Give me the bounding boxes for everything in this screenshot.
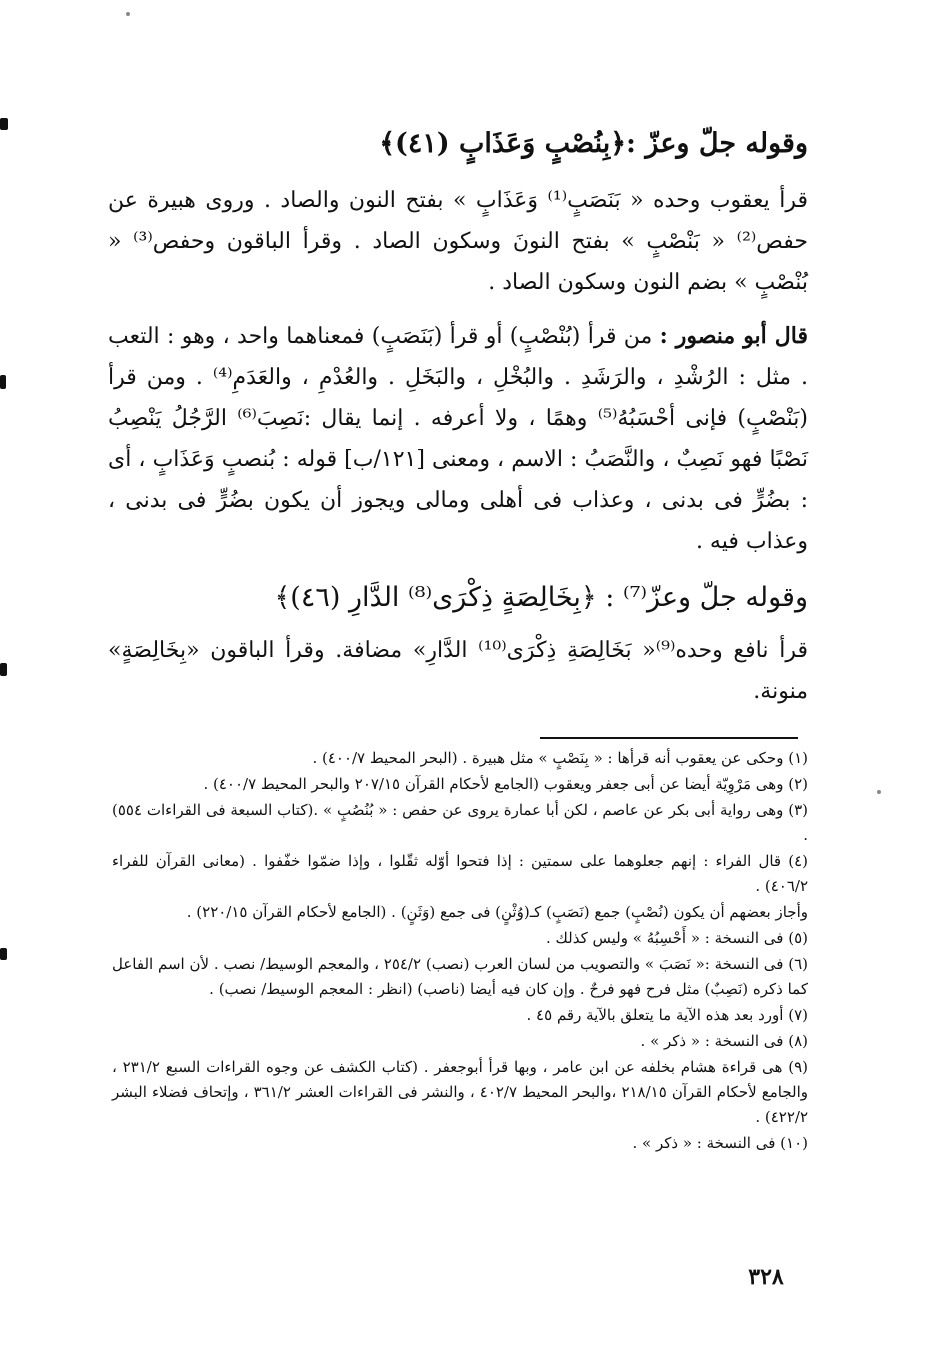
footnote-8: (٨) فى النسخة : « ذكر » .: [640, 1032, 808, 1050]
scan-mark-left-3: [0, 663, 7, 676]
footnote-7: (٧) أورد بعد هذه الآية ما يتعلق بالآية رقم ٤٥ .: [526, 1006, 808, 1024]
footnote-1: (١) وحكى عن يعقوب أنه قرأها : « بِنَصْبٍ » مثل هبيرة . (البحر المحيط ٤٠٠/٧) .: [312, 749, 808, 767]
verse-heading-46: وقوله جلّ وعزّ⁽⁷⁾ : ﴿بِخَالِصَةٍ ذِكْرَى⁽⁸⁾ الدَّارِ (٤٦)﴾: [274, 582, 808, 613]
footnote-3: (٣) وهى رواية أبى بكر عن عاصم ، لكن أبا عمارة يروى عن حفص : « بُنُصُبٍ » .(كتاب السبعة فى القراءات ٥٥٤) .: [112, 801, 808, 844]
paragraph-qiraat-46: قرأ نافع وحده⁽⁹⁾« بَخَالِصَةِ ذِكْرَى⁽¹⁰⁾ الدَّارِ» مضافة. وقرأ الباقون «بِخَالِصَةٍ» منونة.: [108, 638, 808, 704]
scan-mark-left-2: [0, 375, 6, 389]
footnotes: [112, 746, 808, 1157]
scan-mark-left-4: [0, 948, 7, 960]
footnote-4: (٤) قال الفراء : إنهم جعلوهما على سمتين : إذا فتحوا أوّله ثقّلوا ، وإذا ضمّوا خفّفوا . (معانى القرآن للفراء ٤٠٦/٢) .: [112, 852, 808, 895]
footnote-5: (٥) فى النسخة : « أَحْسِبُهُ » وليس كذلك .: [546, 929, 808, 947]
footnote-2: (٢) وهى مَرْوِيّة أيضا عن أبى جعفر ويعقوب (الجامع لأحكام القرآن ٢٠٧/١٥ والبحر المحيط ٤٠٠/٧) .: [203, 775, 808, 793]
scan-speck-1: [126, 12, 130, 16]
paragraph-abu-mansur: [108, 316, 808, 562]
paragraph-qiraat-41: قرأ يعقوب وحده « بَنَصَبٍ⁽¹⁾ وَعَذَابٍ » بفتح النون والصاد . وروى هبيرة عن حفص⁽²⁾ « بَنْصْبٍ » بفتح النونَ وسكون الصاد . وقرأ الباقون وحفص⁽³⁾ « بُنْصْبٍ » بضم النون وسكون الصاد .: [108, 188, 808, 295]
footnote-4-continued: وأجاز بعضهم أن يكون (نُصْبٍ) جمع (نَصَبٍ) كـ(وُثْنٍ) فى جمع (وَثَنٍ) . (الجامع لأحكام القرآن ٢٢٠/١٥) .: [186, 903, 808, 921]
scan-speck-2: [877, 790, 881, 794]
footnote-6: (٦) فى النسخة :« نَصَبَ » والتصويب من لسان العرب (نصب) ٢٥٤/٢ ، والمعجم الوسيط/ نصب . لأن اسم الفاعل كما ذكره (نَصِبٌ) مثل فرح فهو فرحٌ . وإن كان فيه أيضا (ناصب) (انظر : المعجم الوسيط/ نصب) .: [112, 955, 809, 998]
verse-heading-41: وقوله جلّ وعزّ :﴿بِنُصْبٍ وَعَذَابٍ (٤١)﴾: [379, 128, 808, 159]
paragraph-body: من قرأ (بُنْصْبٍ) أو قرأ (بَنَصَبٍ) فمعناهما واحد ، وهو : التعب . مثل : الرُشْدِ ، والرَشَدِ . والبُخْلِ ، والبَخَلِ . والعُدْمِ ، والعَدَمِ⁽⁴⁾ . ومن قرأ (بَنْصْبٍ) فإنى أحْسَبُهُ⁽⁵⁾ وهمًا ، ولا أعرفه . إنما يقال :نَصِبَ⁽⁶⁾ الرَّجُلُ يَنْصِبُ نَصْبًا فهو نَصِبٌ ، والنَّصَبُ : الاسم ، ومعنى [١٢١/ب] قوله : بُنصبٍ وَعَذَابٍ ، أى : بضُرٍّ فى بدنى ، وعذاب فى أهلى ومالى ويجوز أن يكون بضُرٍّ فى بدنى ، وعذاب فيه .: [108, 324, 809, 554]
page-number: ٣٢٨: [748, 1264, 784, 1290]
scan-mark-left-1: [0, 118, 8, 130]
paragraph-lead: قال أبو منصور :: [659, 323, 808, 349]
footnote-10: (١٠) فى النسخة : « ذكر » .: [632, 1134, 808, 1152]
footnote-separator: [540, 737, 798, 739]
footnote-9: (٩) هى قراءة هشام بخلفه عن ابن عامر ، وبها قرأ أبوجعفر . (كتاب الكشف عن وجوه القراءات السبع ٢٣١/٢ ، والجامع لأحكام القرآن ٢١٨/١٥ ،والبحر المحيط ٤٠٢/٧ ، والنشر فى القراءات العشر ٣٦١/٢ ، وإتحاف فضلاء البشر ٤٢٢/٢) .: [112, 1058, 809, 1126]
